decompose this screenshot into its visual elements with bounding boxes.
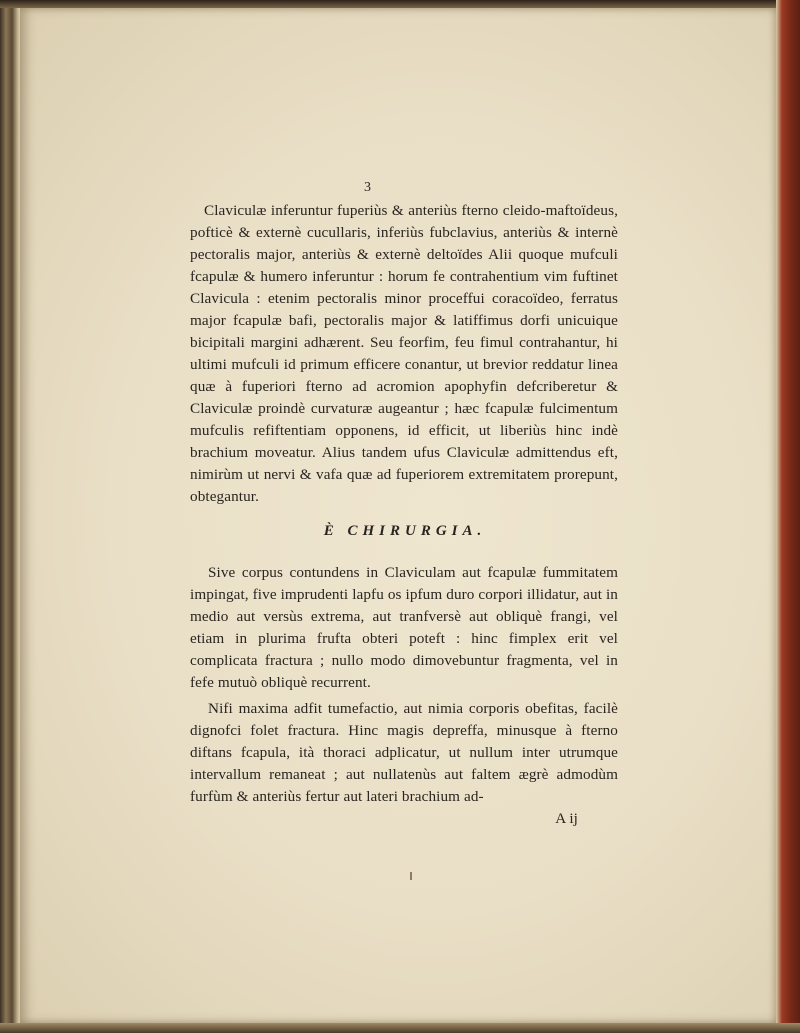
- paragraph-fracture-causes: Sive corpus contundens in Claviculam aut fcapulæ fummitatem impingat, five imprudenti lapfu os ipfum duro corpori illidatur, aut in medio aut versùs extrema, aut tranfversè aut obliquè frangi, vel etiam in plurima frufta obteri poteft : hinc fimplex erit vel complicata fractura ; nullo modo dimovebuntur fragmenta, vel in fefe mutuò obliquè recurrent.: [190, 564, 618, 691]
- book-bottom-edge: [0, 1023, 800, 1033]
- paragraph-fracture-diagnosis: Nifi maxima adfit tumefactio, aut nimia corporis obefitas, facilè dignofci folet fractura. Hinc magis depreffa, minusque à fterno diftans fcapula, ità thoraci adplicatur, ut nullum inter utrumque intervallum remaneat ; aut nullatenùs aut faltem ægrè admodùm furfùm & anteriùs fertur aut lateri brachium ad-: [190, 700, 618, 805]
- signature-mark: 3: [364, 180, 371, 195]
- book-top-edge: [0, 0, 800, 8]
- catchword: A ij: [555, 810, 578, 827]
- book-cover-edge: [776, 0, 800, 1033]
- section-heading: È CHIRURGIA.: [323, 523, 487, 539]
- paper-blemish: [410, 872, 412, 880]
- spacer: [190, 508, 618, 520]
- paragraph-anatomy: Claviculæ inferuntur fuperiùs & anteriùs fterno cleido-maftoïdeus, pofticè & externè cucullaris, inferiùs fubclavius, anteriùs & internè pectoralis major, anteriùs & externè deltoïdes Alii quoque mufculi fcapulæ & humero inferuntur : horum fe contrahentium vim fuftinet Clavicula : etenim pectoralis minor proceffui coracoïdeo, ferratus major fcapulæ bafi, pectoralis major & latiffimus dorfi unicuique bicipitali margini adhærent. Seu feorfim, feu fimul contrahantur, hi ultimi mufculi id primum efficere conantur, ut brevior reddatur linea quæ à fuperiori fterno ad acromion apophyfin defcriberetur & Claviculæ proindè curvaturæ augeantur ; hæc fcapulæ fulcimentum mufculis refiftentiam opponens, id efficit, ut liberiùs hinc indè brachium moveatur. Alius tandem ufus Claviculæ admittendus eft, nimirùm ut nervi & vafa quæ ad fuperiorem extremitatem prorepunt, obtegantur.: [190, 202, 618, 505]
- page-text-block: [190, 200, 618, 830]
- spacer: [190, 542, 618, 562]
